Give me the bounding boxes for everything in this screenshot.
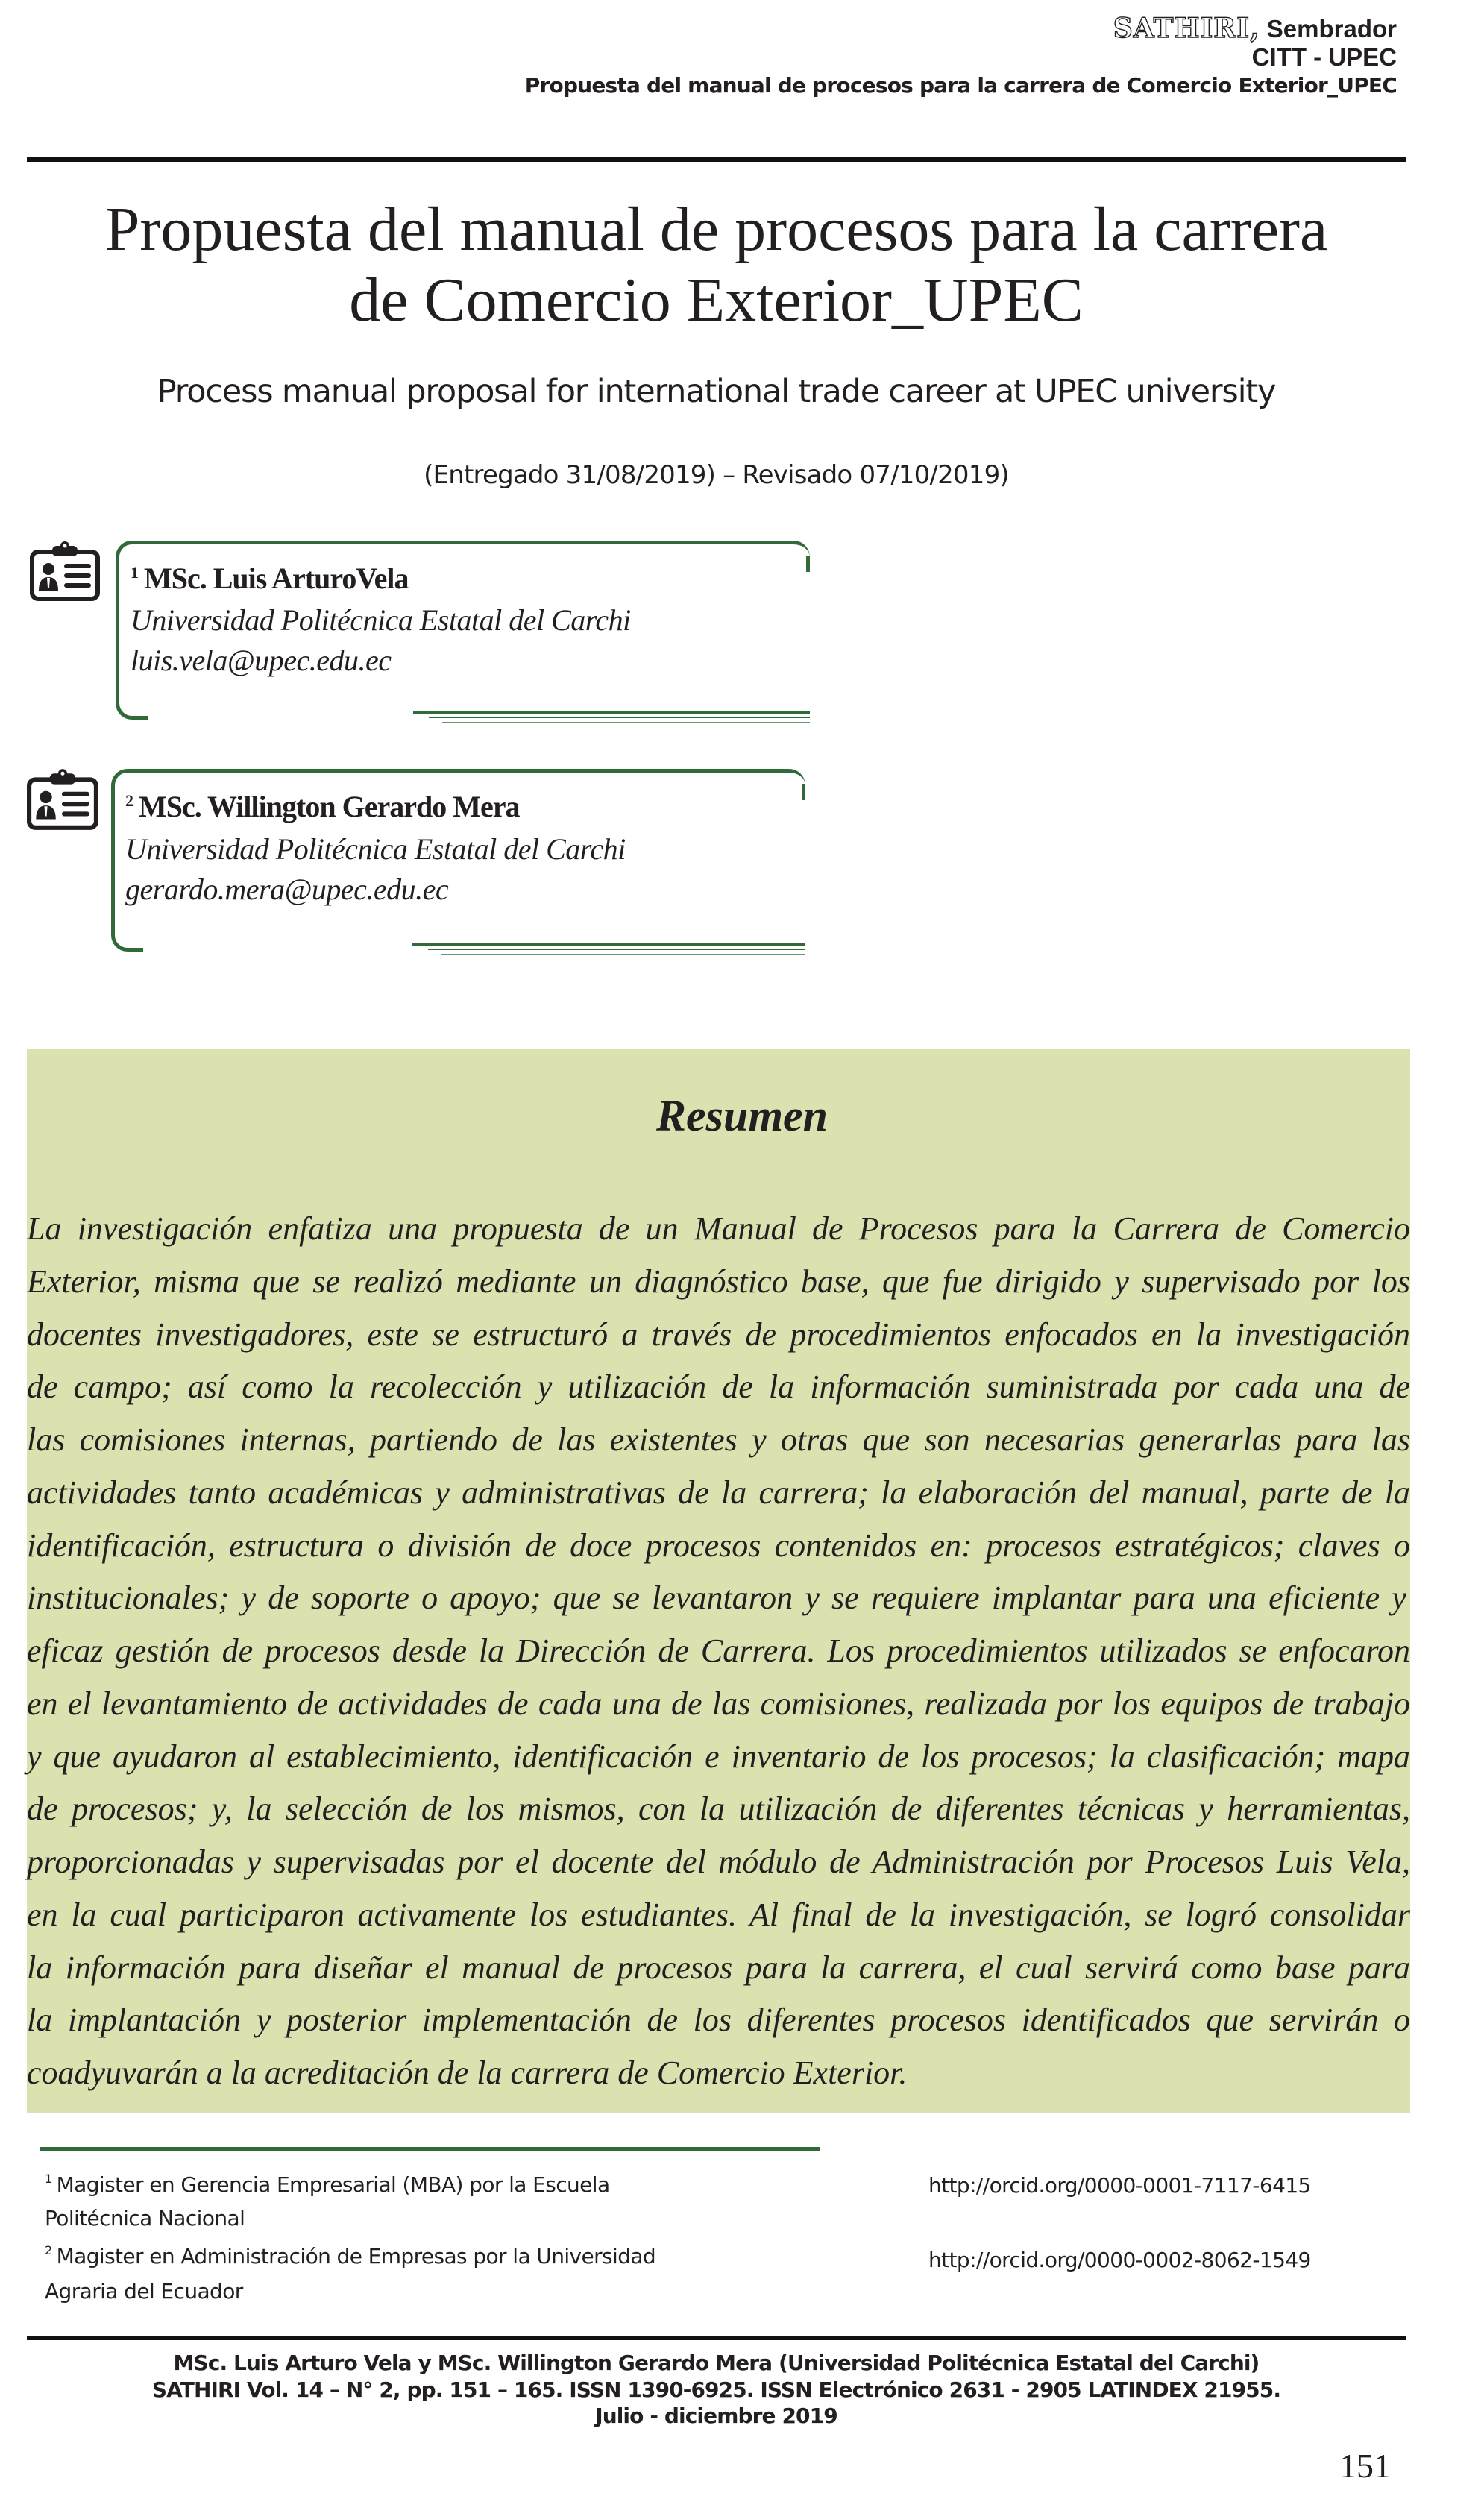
journal-subtitle: Sembrador (1266, 15, 1397, 43)
author-name (131, 561, 408, 596)
card-frame-right (806, 556, 810, 572)
author-name-text: MSc. Willington Gerardo Mera (139, 790, 520, 823)
journal-logo: SATHIRI, (1113, 13, 1260, 44)
footnote-rule (40, 2147, 820, 2151)
abstract-line: coadyuvarán a la acreditación de la carrera de Comercio Exterior. (27, 2055, 908, 2091)
abstract-heading: Resumen (655, 1091, 829, 1140)
article-title-line-1: Propuesta del manual de procesos para la carrera (104, 195, 1328, 264)
article-title-line-2: de Comercio Exterior_UPEC (349, 265, 1084, 335)
abstract-line: docentes investigadores, este se estructuró a través de procedimientos enfocados en la investigación (27, 1315, 1410, 1353)
abstract-line: de procesos; y, la selección de los mismos, con la utilización de diferentes técnicas y herramientas, (27, 1791, 1410, 1828)
footer-authors: MSc. Luis Arturo Vela y MSc. Willington Gerardo Mera (Universidad Politécnica Estatal del Carchi) (173, 2351, 1260, 2375)
card-frame-right (802, 784, 805, 800)
abstract-line: institucionales; y de soporte o apoyo; que se levantaron y se requiere implantar para una eficiente y (27, 1579, 1406, 1617)
footnote-2-line-2: Agraria del Ecuador (45, 2279, 243, 2304)
abstract-line: de campo; así como la recolección y utilización de la información suministrada por cada una de (27, 1368, 1410, 1406)
footer-citation: SATHIRI Vol. 14 – N° 2, pp. 151 – 165. ISSN 1390-6925. ISSN Electrónico 2631 - 2905 LATINDEX 21955. (151, 2377, 1281, 2402)
author-email[interactable]: luis.vela@upec.edu.ec (131, 644, 392, 677)
author-index: 2 (125, 791, 133, 810)
footnote-2-line-1 (45, 2243, 655, 2269)
orcid-link-1[interactable]: http://orcid.org/0000-0001-7117-6415 (928, 2173, 1311, 2198)
running-header-article-title: Propuesta del manual de procesos para la carrera de Comercio Exterior_UPEC (524, 73, 1397, 98)
abstract-line: las comisiones internas, partiendo de las existentes y otras que son necesarias generarlas para las (27, 1421, 1410, 1458)
author-name-text: MSc. Luis ArturoVela (144, 562, 409, 595)
article-subtitle: Process manual proposal for international trade career at UPEC university (157, 373, 1276, 410)
id-badge-icon (30, 541, 100, 601)
abstract-line: la información para diseñar el manual de procesos para la carrera, el cual servirá como base para (27, 1949, 1410, 1986)
footnote-index: 1 (45, 2172, 52, 2186)
footer-period: Julio - diciembre 2019 (595, 2404, 837, 2428)
footnote-text: Magister en Administración de Empresas por la Universidad (56, 2244, 656, 2269)
id-badge-icon (27, 769, 98, 830)
card-double-line (428, 949, 805, 950)
author-affiliation: Universidad Politécnica Estatal del Carchi (125, 832, 626, 866)
abstract-line: Exterior, misma que se realizó mediante un diagnóstico base, que fue dirigido y supervisado por los (27, 1263, 1410, 1300)
card-double-line (413, 711, 810, 714)
abstract-line: en la cual participaron activamente los estudiantes. Al final de la investigación, se logró consolidar (27, 1896, 1410, 1933)
footnote-1-line-1 (45, 2172, 610, 2197)
card-double-line (442, 722, 810, 723)
footnote-1-line-2: Politécnica Nacional (45, 2206, 245, 2231)
abstract-line: identificación, estructura o división de doce procesos contenidos en: procesos estratégicos; claves o (27, 1527, 1410, 1564)
author-name (125, 789, 519, 824)
header-rule (27, 157, 1406, 162)
abstract-line: proporcionadas y supervisadas por el docente del módulo de Administración por Procesos Luis Vela, (27, 1843, 1410, 1880)
author-index: 1 (131, 563, 138, 582)
card-double-line (441, 954, 805, 955)
footer-rule (27, 2336, 1406, 2340)
abstract-line: La investigación enfatiza una propuesta de un Manual de Procesos para la Carrera de Comercio (27, 1210, 1410, 1247)
orcid-link-2[interactable]: http://orcid.org/0000-0002-8062-1549 (928, 2248, 1311, 2272)
card-double-line (429, 717, 810, 718)
running-header-journal (1113, 15, 1397, 42)
abstract-line: la implantación y posterior implementación de los diferentes procesos identificados que servirán o (27, 2002, 1410, 2039)
footnote-text: Magister en Gerencia Empresarial (MBA) por la Escuela (56, 2172, 610, 2197)
author-email[interactable]: gerardo.mera@upec.edu.ec (125, 873, 449, 906)
submission-dates: (Entregado 31/08/2019) – Revisado 07/10/2019) (424, 460, 1009, 490)
abstract-line: eficaz gestión de procesos desde la Dirección de Carrera. Los procedimientos utilizados se enfocaron (27, 1632, 1410, 1669)
running-header-institution: CITT - UPEC (1251, 43, 1397, 71)
abstract-line: en el levantamiento de actividades de cada una de las comisiones, realizada por los equipos de trabajo (27, 1685, 1410, 1722)
abstract-line: actividades tanto académicas y administrativas de la carrera; la elaboración del manual, parte de la (27, 1474, 1410, 1511)
footnote-index: 2 (45, 2243, 52, 2257)
author-affiliation: Universidad Politécnica Estatal del Carchi (131, 603, 631, 637)
page-number: 151 (1339, 2447, 1391, 2485)
abstract-line: y que ayudaron al establecimiento, identificación e inventario de los procesos; la clasificación; mapa (27, 1738, 1410, 1775)
card-double-line (412, 943, 805, 946)
